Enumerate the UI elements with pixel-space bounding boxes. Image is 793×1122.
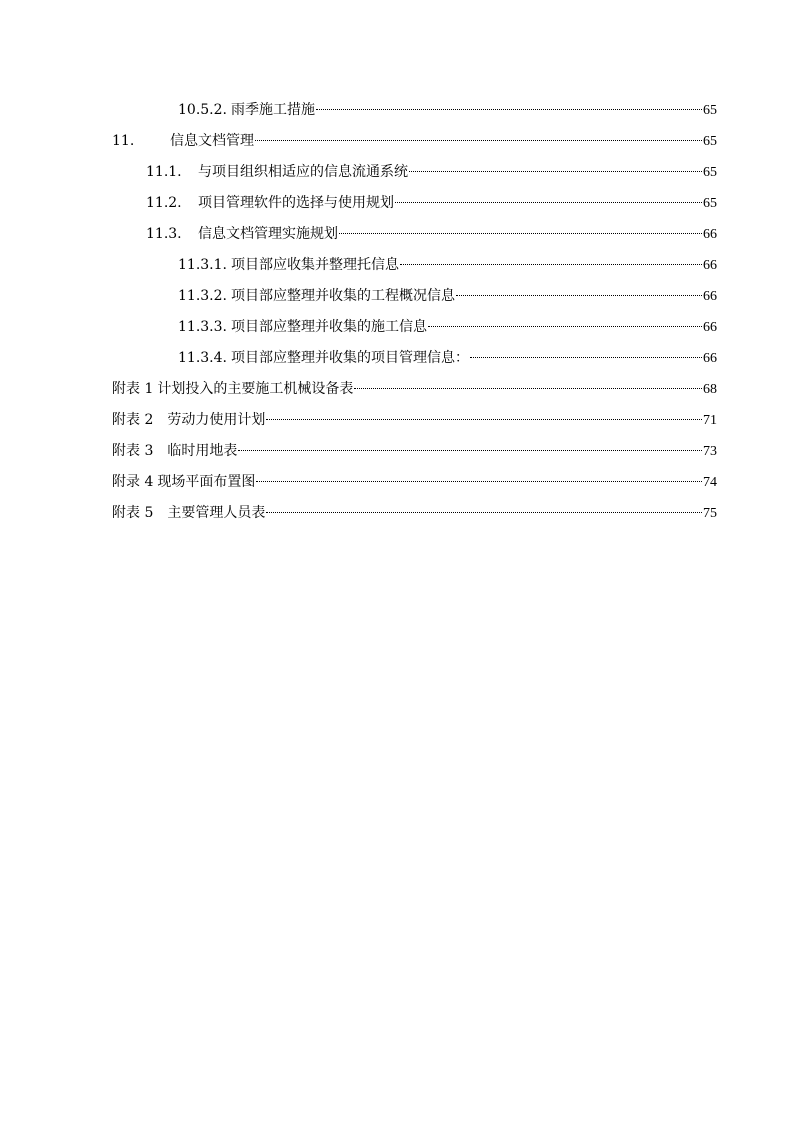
toc-entry-11-3-2[interactable] <box>0 281 793 312</box>
toc-entry-page: 74 <box>703 475 717 490</box>
toc-entry-number: 附表 2 <box>112 412 154 428</box>
toc-entry-title: 项目部应整理并收集的工程概况信息 <box>230 288 455 304</box>
toc-entry-number: 附表 3 <box>112 443 154 459</box>
toc-entry-page: 66 <box>703 351 717 366</box>
toc-entry-number: 附表 1 <box>112 381 154 397</box>
dot-leader <box>255 140 702 141</box>
toc-entry-title: 项目部应整理并收集的施工信息 <box>230 319 427 335</box>
toc-entry-number: 11.3.1. <box>178 257 227 273</box>
toc-entry-number: 11. <box>112 133 135 149</box>
toc-entry-page: 71 <box>703 413 717 428</box>
toc-entry-page: 75 <box>703 506 717 521</box>
toc-entry-11-3-3[interactable] <box>0 312 793 343</box>
toc-entry-11-3-4[interactable] <box>0 343 793 374</box>
dot-leader <box>238 450 702 451</box>
toc-entry-page: 66 <box>703 289 717 304</box>
toc-entry-page: 66 <box>703 320 717 335</box>
toc-entry-title: 与项目组织相适应的信息流通系统 <box>198 164 408 180</box>
toc-entry-appendix-2[interactable] <box>0 405 793 436</box>
dot-leader <box>400 264 702 265</box>
toc-entry-page: 65 <box>703 134 717 149</box>
toc-entry-number: 11.3.4. <box>178 350 227 366</box>
dot-leader <box>470 357 702 358</box>
dot-leader <box>354 388 702 389</box>
dot-leader <box>428 326 702 327</box>
dot-leader <box>456 295 702 296</box>
table-of-contents <box>0 95 793 529</box>
dot-leader <box>256 481 702 482</box>
toc-entry-title: 信息文档管理 <box>170 133 254 149</box>
dot-leader <box>395 202 702 203</box>
toc-entry-title: 项目部应整理并收集的项目管理信息： <box>230 350 469 366</box>
dot-leader <box>339 233 702 234</box>
toc-entry-11-3[interactable] <box>0 219 793 250</box>
toc-entry-title: 现场平面布置图 <box>157 474 256 490</box>
toc-entry-number: 附录 4 <box>112 474 154 490</box>
toc-entry-number: 11.3. <box>146 226 182 242</box>
toc-entry-page: 66 <box>703 227 717 242</box>
toc-entry-appendix-1[interactable] <box>0 374 793 405</box>
toc-entry-number: 11.3.3. <box>178 319 227 335</box>
toc-entry-title: 雨季施工措施 <box>230 102 315 118</box>
toc-entry-title: 项目部应收集并整理托信息 <box>230 257 399 273</box>
toc-entry-number: 11.2. <box>146 195 182 211</box>
toc-entry-appendix-3[interactable] <box>0 436 793 467</box>
toc-entry-page: 73 <box>703 444 717 459</box>
toc-entry-page: 65 <box>703 196 717 211</box>
toc-entry-appendix-4[interactable] <box>0 467 793 498</box>
toc-entry-11[interactable] <box>0 126 793 157</box>
toc-entry-title: 项目管理软件的选择与使用规划 <box>198 195 394 211</box>
toc-entry-11-2[interactable] <box>0 188 793 219</box>
toc-entry-title: 信息文档管理实施规划 <box>198 226 338 242</box>
toc-entry-10-5-2[interactable] <box>0 95 793 126</box>
toc-entry-number: 附表 5 <box>112 505 154 521</box>
toc-entry-number: 11.1. <box>146 164 182 180</box>
dot-leader <box>266 512 702 513</box>
toc-entry-title: 劳动力使用计划 <box>167 412 266 428</box>
toc-entry-page: 65 <box>703 165 717 180</box>
toc-entry-appendix-5[interactable] <box>0 498 793 529</box>
dot-leader <box>266 419 702 420</box>
toc-entry-title: 临时用地表 <box>167 443 238 459</box>
toc-entry-title: 计划投入的主要施工机械设备表 <box>157 381 354 397</box>
toc-entry-11-1[interactable] <box>0 157 793 188</box>
toc-entry-page: 66 <box>703 258 717 273</box>
toc-entry-number: 11.3.2. <box>178 288 227 304</box>
toc-entry-page: 68 <box>703 382 717 397</box>
toc-entry-number: 10.5.2. <box>178 102 227 118</box>
toc-entry-title: 主要管理人员表 <box>167 505 266 521</box>
dot-leader <box>409 171 702 172</box>
dot-leader <box>316 109 702 110</box>
toc-entry-page: 65 <box>703 103 717 118</box>
toc-entry-11-3-1[interactable] <box>0 250 793 281</box>
